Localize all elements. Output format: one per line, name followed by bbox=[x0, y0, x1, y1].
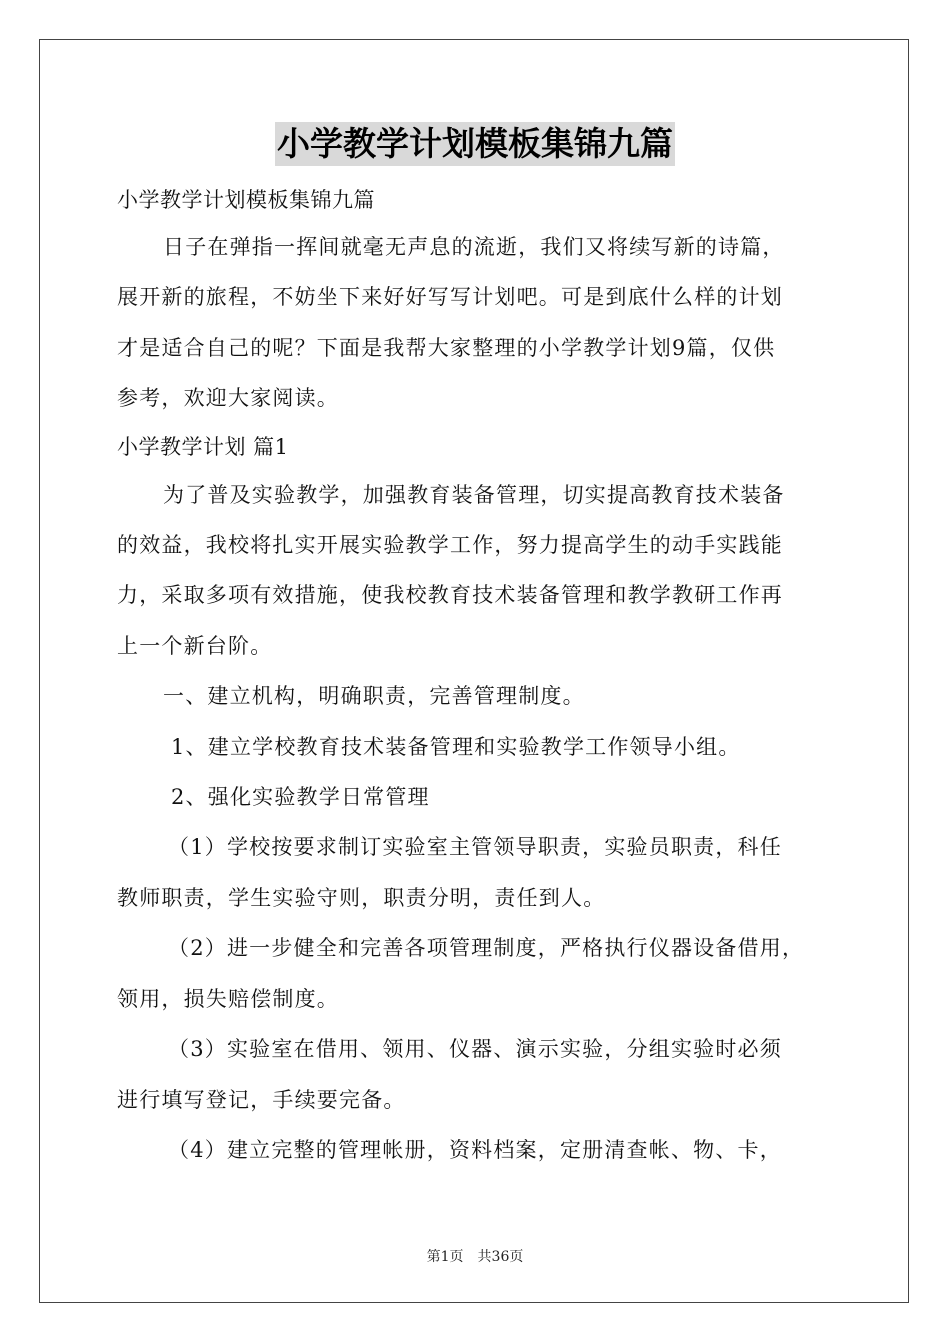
document-body bbox=[117, 178, 839, 1175]
section-heading: 小学教学计划 篇1 bbox=[117, 434, 289, 459]
intro-line: 展开新的旅程，不妨坐下来好好写写计划吧。可是到底什么样的计划 bbox=[117, 285, 783, 310]
title-container bbox=[0, 122, 950, 166]
sub-item-line: 教师职责，学生实验守则，职责分明，责任到人。 bbox=[117, 885, 606, 910]
list-item: 1、建立学校教育技术装备管理和实验教学工作领导小组。 bbox=[171, 734, 741, 759]
document-title: 小学教学计划模板集锦九篇 bbox=[275, 122, 675, 166]
sub-item-line: （1）学校按要求制订实验室主管领导职责，实验员职责，科任 bbox=[168, 835, 782, 860]
sub-item-line: 进行填写登记，手续要完备。 bbox=[117, 1087, 406, 1112]
paragraph-line: 为了普及实验教学，加强教育装备管理，切实提高教育技术装备 bbox=[163, 482, 785, 507]
sub-item-line: （4）建立完整的管理帐册，资料档案，定册清查帐、物、卡， bbox=[168, 1137, 782, 1162]
sub-item-line: 领用，损失赔偿制度。 bbox=[117, 986, 339, 1011]
sub-item-line: （2）进一步健全和完善各项管理制度，严格执行仪器设备借用， bbox=[168, 936, 805, 961]
intro-line: 参考，欢迎大家阅读。 bbox=[117, 386, 339, 411]
sub-item-line: （3）实验室在借用、领用、仪器、演示实验，分组实验时必须 bbox=[168, 1037, 782, 1062]
intro-line: 才是适合自己的呢？下面是我帮大家整理的小学教学计划9篇，仅供 bbox=[117, 335, 776, 360]
paragraph-line: 上一个新台阶。 bbox=[117, 633, 273, 658]
paragraph-line: 的效益，我校将扎实开展实验教学工作，努力提高学生的动手实践能 bbox=[117, 533, 783, 558]
document-subtitle: 小学教学计划模板集锦九篇 bbox=[117, 188, 375, 212]
page-footer bbox=[0, 1248, 950, 1266]
list-item: 2、强化实验教学日常管理 bbox=[171, 785, 430, 810]
paragraph-line: 力，采取多项有效措施，使我校教育技术装备管理和教学教研工作再 bbox=[117, 583, 783, 608]
point-heading: 一、建立机构，明确职责，完善管理制度。 bbox=[163, 684, 585, 709]
intro-line: 日子在弹指一挥间就毫无声息的流逝，我们又将续写新的诗篇， bbox=[163, 235, 785, 259]
page-number: 第1页 共36页 bbox=[426, 1249, 524, 1265]
